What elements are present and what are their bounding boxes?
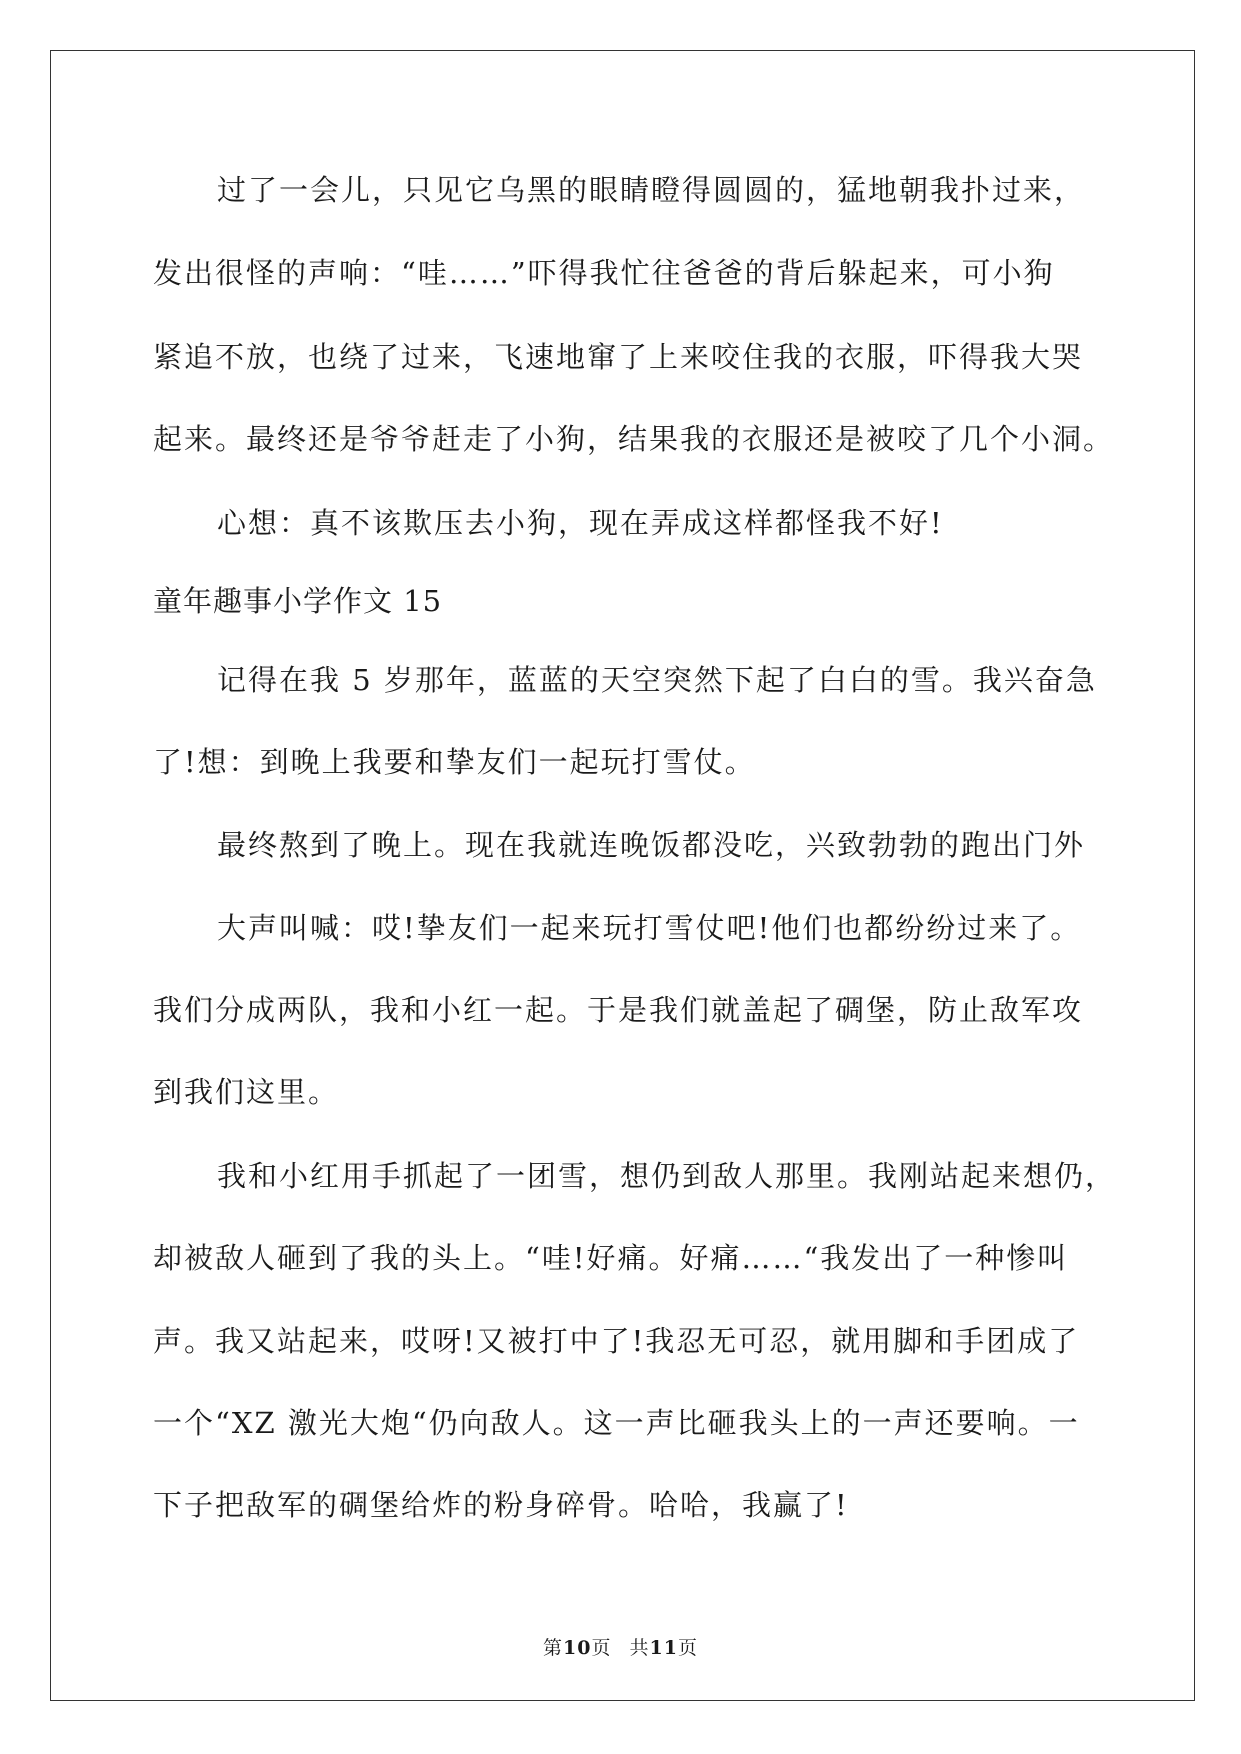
paragraph-line: 心想：真不该欺压去小狗，现在弄成这样都怪我不好!: [217, 506, 944, 540]
paragraph-line: 记得在我 5 岁那年，蓝蓝的天空突然下起了白白的雪。我兴奋急: [217, 663, 1097, 697]
paragraph-line: 到我们这里。: [153, 1075, 340, 1109]
paragraph-line: 下子把敌军的碉堡给炸的粉身碎骨。哈哈，我赢了!: [153, 1488, 849, 1522]
paragraph-line: 我和小红用手抓起了一团雪，想仍到敌人那里。我刚站起来想仍，: [217, 1159, 1117, 1193]
page-number-current: 10: [563, 1637, 592, 1659]
paragraph-line: 发出很怪的声响：“哇……”吓得我忙往爸爸的背后躲起来，可小狗: [153, 256, 1055, 290]
paragraph-line: 紧追不放，也绕了过来，飞速地窜了上来咬住我的衣服，吓得我大哭: [153, 340, 1084, 374]
page-border: [50, 50, 1195, 1701]
paragraph-line: 大声叫喊：哎!挚友们一起来玩打雪仗吧!他们也都纷纷过来了。: [217, 911, 1082, 945]
page-number-suffix: 页: [591, 1637, 612, 1659]
paragraph-line: 了!想：到晚上我要和挚友们一起玩打雪仗。: [153, 745, 756, 779]
page-total-prefix: 共: [629, 1637, 650, 1659]
page-total-count: 11: [649, 1637, 678, 1659]
paragraph-line: 声。我又站起来，哎呀!又被打中了!我忍无可忍，就用脚和手团成了: [153, 1324, 1080, 1358]
paragraph-line: 起来。最终还是爷爷赶走了小狗，结果我的衣服还是被咬了几个小洞。: [153, 422, 1115, 456]
page-total-suffix: 页: [677, 1637, 698, 1659]
paragraph-line: 一个“XZ 激光大炮“仍向敌人。这一声比砸我头上的一声还要响。一: [153, 1406, 1080, 1440]
section-title: 童年趣事小学作文 15: [153, 584, 443, 618]
page-number-prefix: 第: [543, 1637, 564, 1659]
paragraph-line: 过了一会儿，只见它乌黑的眼睛瞪得圆圆的，猛地朝我扑过来，: [217, 173, 1086, 207]
page-footer: [0, 1636, 1241, 1660]
paragraph-line: 却被敌人砸到了我的头上。“哇!好痛。好痛……“我发出了一种惨叫: [153, 1241, 1069, 1275]
paragraph-line: 最终熬到了晚上。现在我就连晚饭都没吃，兴致勃勃的跑出门外: [217, 828, 1086, 862]
paragraph-line: 我们分成两队，我和小红一起。于是我们就盖起了碉堡，防止敌军攻: [153, 993, 1084, 1027]
